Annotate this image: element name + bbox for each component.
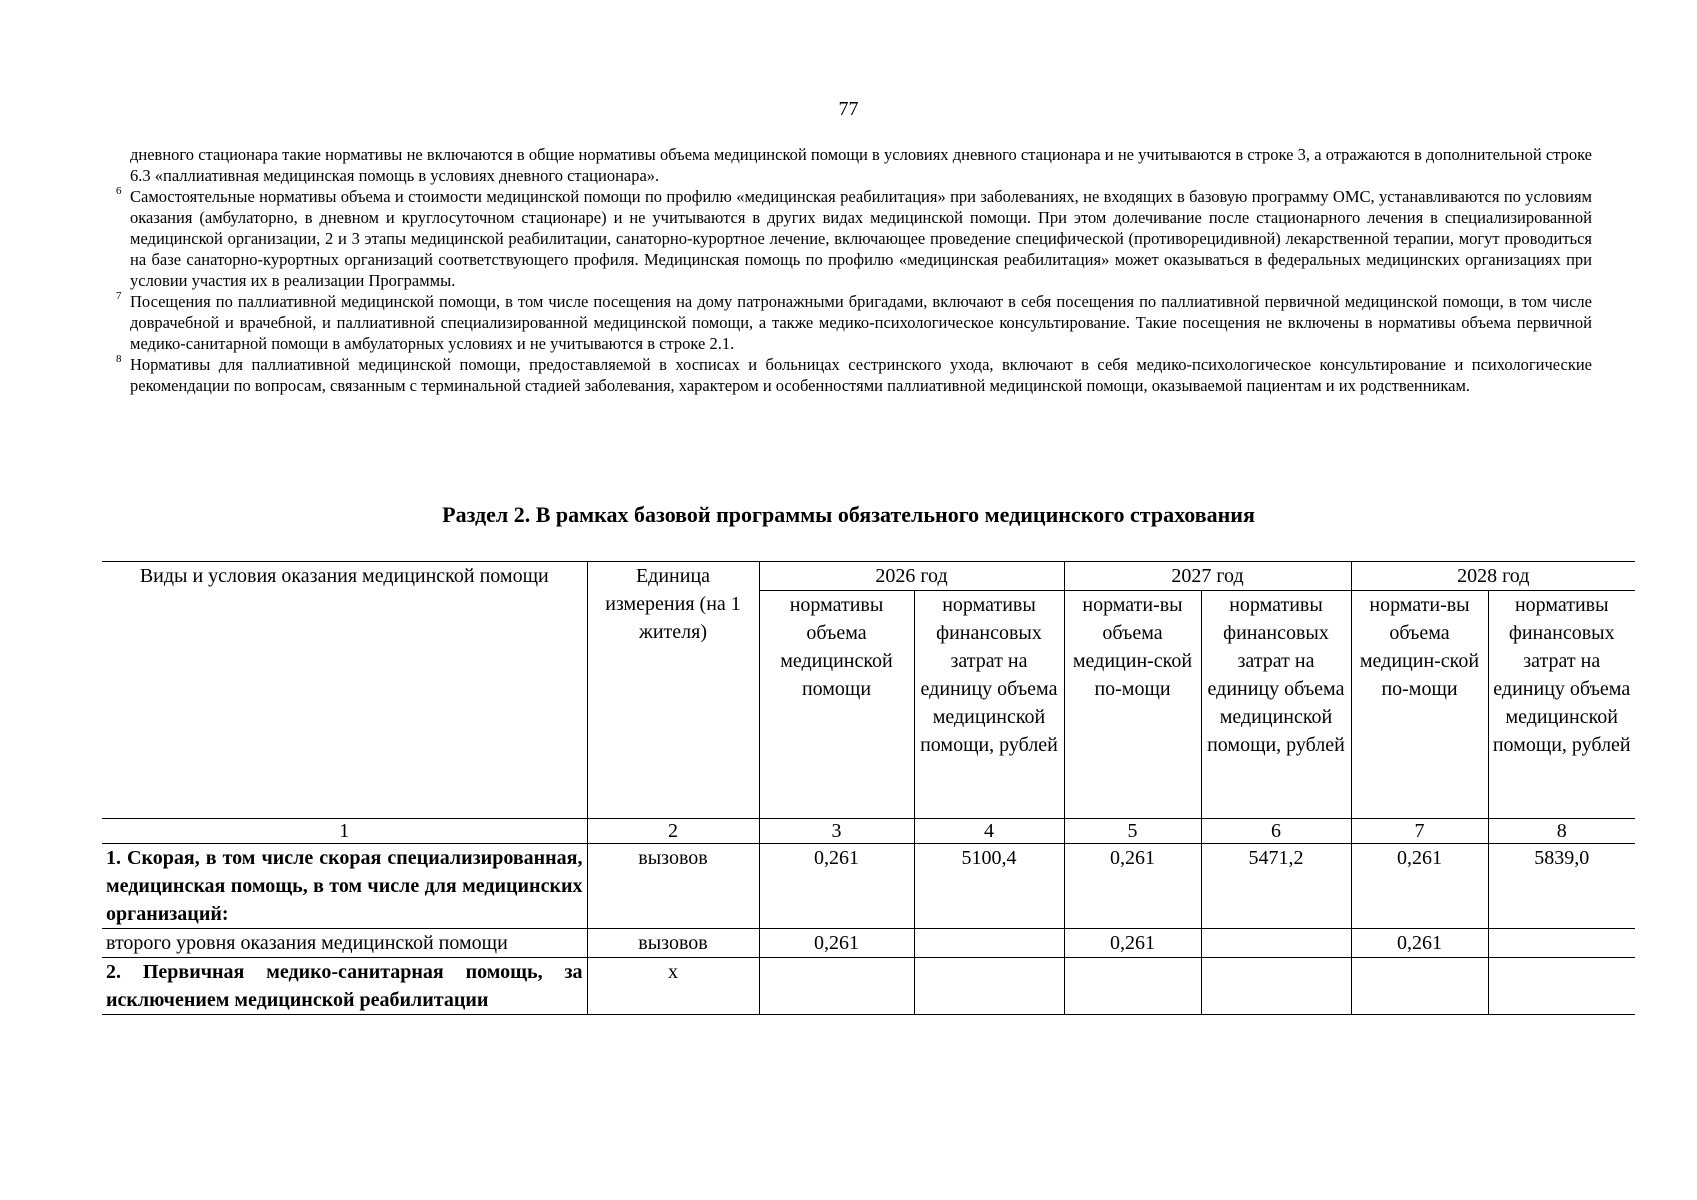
footnote-7 <box>116 290 1592 354</box>
cell-volume-2027 <box>1064 958 1201 1015</box>
header-volume-2027: нормати-вы объема медицин-ской по-мощи <box>1064 591 1201 819</box>
row-unit: х <box>587 958 759 1015</box>
footnote-mark: 7 <box>116 290 122 302</box>
table-row <box>102 929 1635 958</box>
header-volume-2028: нормати-вы объема медицин-ской по-мощи <box>1351 591 1488 819</box>
column-number: 7 <box>1351 819 1488 844</box>
table-header-row <box>102 562 1635 591</box>
column-numbering-row <box>102 819 1635 844</box>
cell-volume-2028: 0,261 <box>1351 929 1488 958</box>
cell-volume-2026: 0,261 <box>759 844 914 929</box>
column-number: 8 <box>1488 819 1635 844</box>
table-row <box>102 958 1635 1015</box>
header-care-type: Виды и условия оказания медицинской помощи <box>102 562 587 819</box>
footnote-mark: 8 <box>116 353 122 365</box>
row-unit: вызовов <box>587 844 759 929</box>
footnote-mark: 6 <box>116 185 122 197</box>
cell-cost-2028 <box>1488 929 1635 958</box>
cell-cost-2027 <box>1201 929 1351 958</box>
cell-volume-2028 <box>1351 958 1488 1015</box>
cell-volume-2026 <box>759 958 914 1015</box>
row-name: второго уровня оказания медицинской помощи <box>102 929 587 958</box>
column-number: 6 <box>1201 819 1351 844</box>
cell-volume-2026: 0,261 <box>759 929 914 958</box>
footnote-8 <box>116 353 1592 396</box>
column-number: 2 <box>587 819 759 844</box>
header-cost-2028: нормативы финансовых затрат на единицу объема медицинской помощи, рублей <box>1488 591 1635 819</box>
header-volume-2026: нормативы объема медицинской помощи <box>759 591 914 819</box>
cell-cost-2026 <box>914 929 1064 958</box>
section-title: Раздел 2. В рамках базовой программы обязательного медицинского страхования <box>442 502 1255 527</box>
page-number: 77 <box>838 98 859 120</box>
cell-cost-2026 <box>914 958 1064 1015</box>
cell-volume-2027: 0,261 <box>1064 929 1201 958</box>
column-number: 5 <box>1064 819 1201 844</box>
column-number: 1 <box>102 819 587 844</box>
cell-cost-2028 <box>1488 958 1635 1015</box>
footnotes-block <box>116 144 1592 396</box>
column-number: 3 <box>759 819 914 844</box>
column-number: 4 <box>914 819 1064 844</box>
cell-volume-2027: 0,261 <box>1064 844 1201 929</box>
footnote-text: Самостоятельные нормативы объема и стоимости медицинской помощи по профилю «медицинская реабилитация» при заболеваниях, не входящих в базовую программу ОМС, устанавливаются по условиям оказания (амбулаторно, в дневном и круглосуточном стационаре) и не учитываются в других видах медицинской помощи. При этом долечивание после стационарного лечения в специализированной медицинской организации, 2 и 3 этапы медицинской реабилитации, санаторно-курортное лечение, включающее проведение специфической (противорецидивной) лекарственной терапии, могут проводиться на базе санаторно-курортных организаций соответствующего профиля. Медицинская помощь по профилю «медицинская реабилитация» может оказываться в федеральных медицинских организациях при условии участия их в реализации Программы. <box>130 187 1592 290</box>
header-cost-2026: нормативы финансовых затрат на единицу объема медицинской помощи, рублей <box>914 591 1064 819</box>
header-year-2028: 2028 год <box>1351 562 1635 591</box>
header-year-2027: 2027 год <box>1064 562 1351 591</box>
row-name: 2. Первичная медико-санитарная помощь, за исключением медицинской реабилитации <box>102 958 587 1015</box>
header-cost-2027: нормативы финансовых затрат на единицу объема медицинской помощи, рублей <box>1201 591 1351 819</box>
footnote-6 <box>116 185 1592 291</box>
cell-cost-2028: 5839,0 <box>1488 844 1635 929</box>
row-unit: вызовов <box>587 929 759 958</box>
footnote-text: Посещения по паллиативной медицинской помощи, в том числе посещения на дому патронажными бригадами, включают в себя посещения по паллиативной первичной медицинской помощи, в том числе доврачебной и врачебной, и паллиативной специализированной медицинской помощи, а также медико-психологическое консультирование. Такие посещения не включены в нормативы объема первичной медико-санитарной помощи в амбулаторных условиях и не учитываются в строке 2.1. <box>130 292 1592 353</box>
cell-cost-2027: 5471,2 <box>1201 844 1351 929</box>
footnote-text: Нормативы для паллиативной медицинской помощи, предоставляемой в хосписах и больницах сестринского ухода, включают в себя медико-психологическое консультирование и психологические рекомендации по вопросам, связанным с терминальной стадией заболевания, характером и особенностями паллиативной медицинской помощи, оказываемой пациентам и их родственникам. <box>130 355 1592 395</box>
cell-cost-2027 <box>1201 958 1351 1015</box>
table-row <box>102 844 1635 929</box>
footnote-continuation: дневного стационара такие нормативы не включаются в общие нормативы объема медицинской помощи в условиях дневного стационара и не учитываются в строке 3, а отражаются в дополнительной строке 6.3 «паллиативная медицинская помощь в условиях дневного стационара». <box>130 145 1592 185</box>
header-unit: Единица измерения (на 1 жителя) <box>587 562 759 819</box>
normatives-table <box>102 561 1635 1015</box>
row-name: 1. Скорая, в том числе скорая специализированная, медицинская помощь, в том числе для медицинских организаций: <box>102 844 587 929</box>
cell-volume-2028: 0,261 <box>1351 844 1488 929</box>
header-year-2026: 2026 год <box>759 562 1064 591</box>
cell-cost-2026: 5100,4 <box>914 844 1064 929</box>
